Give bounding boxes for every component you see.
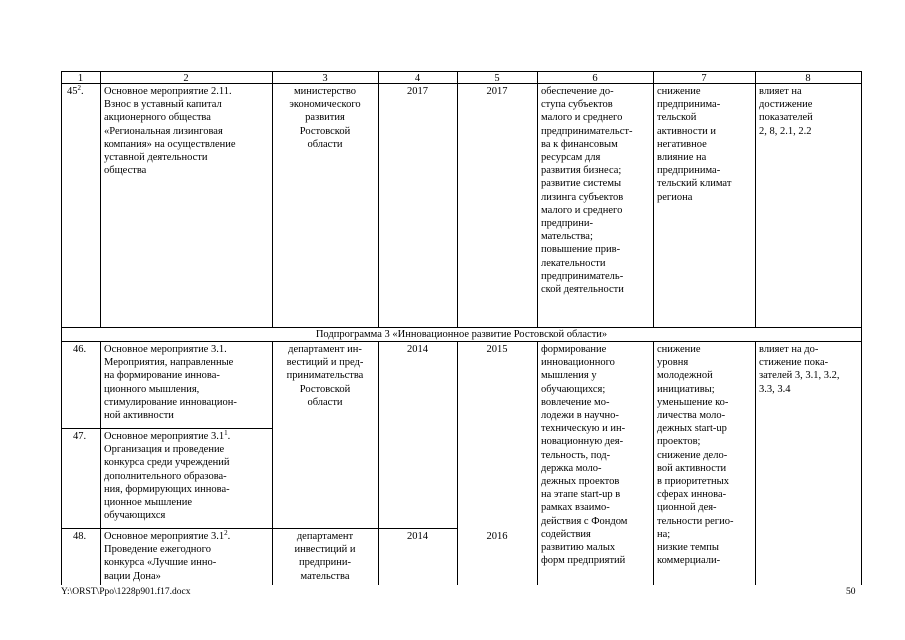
col-header-7: 7 [701,73,707,84]
col-header-3: 3 [322,73,328,84]
col-header-5: 5 [494,73,500,84]
page-number: 50 [846,587,856,597]
row-45-number: $45^2$. [67,85,84,97]
measures-table [61,71,862,585]
subprogram-3-expected-result: формирование инновационного мышления у обучающихся; вовлечение мо- лодежи в научно- техническую и ин- новационную дея- тельность, под- держка моло- дежных проектов на этапе start-up в рамках взаимо- действия с Фондом содействия развитию малых форм предприятий [541,344,628,567]
row-45-indicator-link: влияет на достижение показателей 2, 8, 2.1, 2.2 [759,86,813,137]
row-45-consequence: снижение предпринима- тельской активности и негативное влияние на предпринима- тельский климат региона [657,86,732,203]
row-45-executor: министерство экономического развития Ростовской области [289,86,361,150]
row-45-end-year: 2017 [486,86,508,97]
row-48-executor: департамент инвестиций и предприни- мательства [294,531,356,582]
row-45-start-year: 2017 [407,86,428,97]
col-header-8: 8 [805,73,811,84]
col-header-6: 6 [592,73,598,84]
subprogram-3-consequence: снижение уровня молодежной инициативы; уменьшение ко- личества моло- дежных start-up проектов; снижение дело- вой активности в приоритетных сферах иннова- ционной дея- тельности регио- на; низкие темпы коммерциали- [657,344,734,567]
row-45-expected-result: обеспечение до- ступа субъектов малого и среднего предпринимательст- ва к финансовым ресурсам для развития бизнеса; развитие системы лизинга субъектов малого и среднего предприни- мательства; повышение прив- лекательности предприниматель- ской деятельности [541,86,633,296]
row-46-event: Основное мероприятие 3.1. Мероприятия, направленные на формирование иннова- ционного мышления, стимулирование инновацион- ной активности [104,344,237,422]
row-46-end-year: 2015 [486,344,508,355]
row-48-end-year: 2016 [486,531,508,542]
row-46-executor: департамент ин- вестиций и пред- принимательства Ростовской области [286,344,364,408]
footer-file-path: Y:\ORST\Ppo\1228p901.f17.docx [61,587,191,597]
row-45-event: Основное мероприятие 2.11. Взнос в уставный капитал акционерного общества «Региональная лизинговая компания» на осуществление уставной деятельности общества [104,86,236,177]
row-48-number: 48. [73,531,87,542]
col-header-2: 2 [183,73,189,84]
row-48-event: Основное мероприятие $3.1^2$. Проведение ежегодного конкурса «Лучшие инно- вации Дона» [104,530,231,582]
row-47-event: Основное мероприятие $3.1^1$. Организация и проведение конкурса среди учреждений дополнительного образова- ния, формирующих иннова- ционное мышление обучающихся [104,430,231,522]
subprogram-3-indicator-link: влияет на до- стижение пока- зателей 3, 3.1, 3.2, 3.3, 3.4 [759,344,840,395]
row-48-start-year: 2014 [407,531,428,542]
row-46-start-year: 2014 [407,344,428,355]
col-header-1: 1 [77,73,84,84]
row-46-number: 46. [73,344,87,355]
row-47-number: 47. [73,431,87,442]
col-header-4: 4 [414,73,421,84]
subprogram-title: Подпрограмма 3 «Инновационное развитие Ростовской области» [315,329,608,340]
